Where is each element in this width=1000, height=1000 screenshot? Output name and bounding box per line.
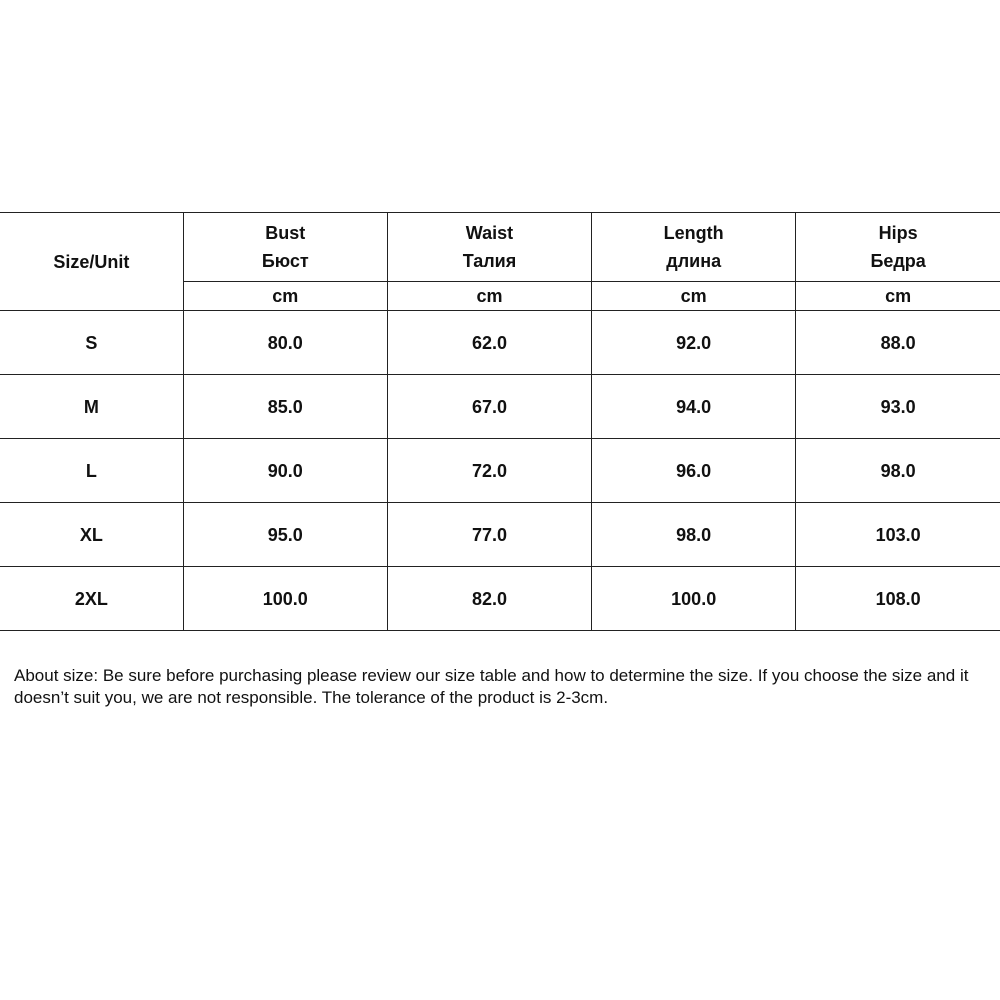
value-cell: 88.0 — [796, 311, 1000, 375]
value-cell: 80.0 — [183, 311, 387, 375]
column-header-en: Hips — [878, 223, 918, 243]
value-cell: 95.0 — [183, 503, 387, 567]
value-cell: 67.0 — [387, 375, 591, 439]
size-unit-header: Size/Unit — [0, 213, 183, 311]
table-row — [0, 375, 1000, 439]
value-cell: 90.0 — [183, 439, 387, 503]
size-chart-table — [0, 212, 1000, 631]
column-header-en: Length — [663, 223, 724, 243]
unit-cell: cm — [387, 282, 591, 311]
table-row — [0, 311, 1000, 375]
value-cell: 96.0 — [592, 439, 796, 503]
value-cell: 94.0 — [592, 375, 796, 439]
column-header-hips — [796, 213, 1000, 282]
value-cell: 93.0 — [796, 375, 1000, 439]
value-cell: 72.0 — [387, 439, 591, 503]
size-cell: M — [0, 375, 183, 439]
value-cell: 100.0 — [183, 567, 387, 631]
value-cell: 62.0 — [387, 311, 591, 375]
value-cell: 92.0 — [592, 311, 796, 375]
table-row — [0, 503, 1000, 567]
value-cell: 98.0 — [796, 439, 1000, 503]
size-cell: S — [0, 311, 183, 375]
size-cell: 2XL — [0, 567, 183, 631]
unit-cell: cm — [183, 282, 387, 311]
value-cell: 98.0 — [592, 503, 796, 567]
unit-cell: cm — [796, 282, 1000, 311]
value-cell: 108.0 — [796, 567, 1000, 631]
value-cell: 100.0 — [592, 567, 796, 631]
column-header-ru: Бедра — [870, 251, 926, 271]
column-header-ru: Талия — [462, 251, 517, 271]
column-header-ru: длина — [666, 251, 722, 271]
table-row — [0, 439, 1000, 503]
table-row — [0, 567, 1000, 631]
unit-cell: cm — [592, 282, 796, 311]
value-cell: 85.0 — [183, 375, 387, 439]
column-header-en: Bust — [265, 223, 306, 243]
column-header-length — [592, 213, 796, 282]
value-cell: 77.0 — [387, 503, 591, 567]
value-cell: 103.0 — [796, 503, 1000, 567]
header-row — [0, 213, 1000, 282]
column-header-waist — [387, 213, 591, 282]
size-cell: XL — [0, 503, 183, 567]
column-header-en: Waist — [465, 223, 514, 243]
size-cell: L — [0, 439, 183, 503]
column-header-ru: Бюст — [261, 251, 309, 271]
size-note: About size: Be sure before purchasing please review our size table and how to determine the size. If you choose the size and it doesn’t suit you, we are not responsible. The tolerance of the product is 2-3cm. — [14, 666, 969, 707]
column-header-bust — [183, 213, 387, 282]
value-cell: 82.0 — [387, 567, 591, 631]
